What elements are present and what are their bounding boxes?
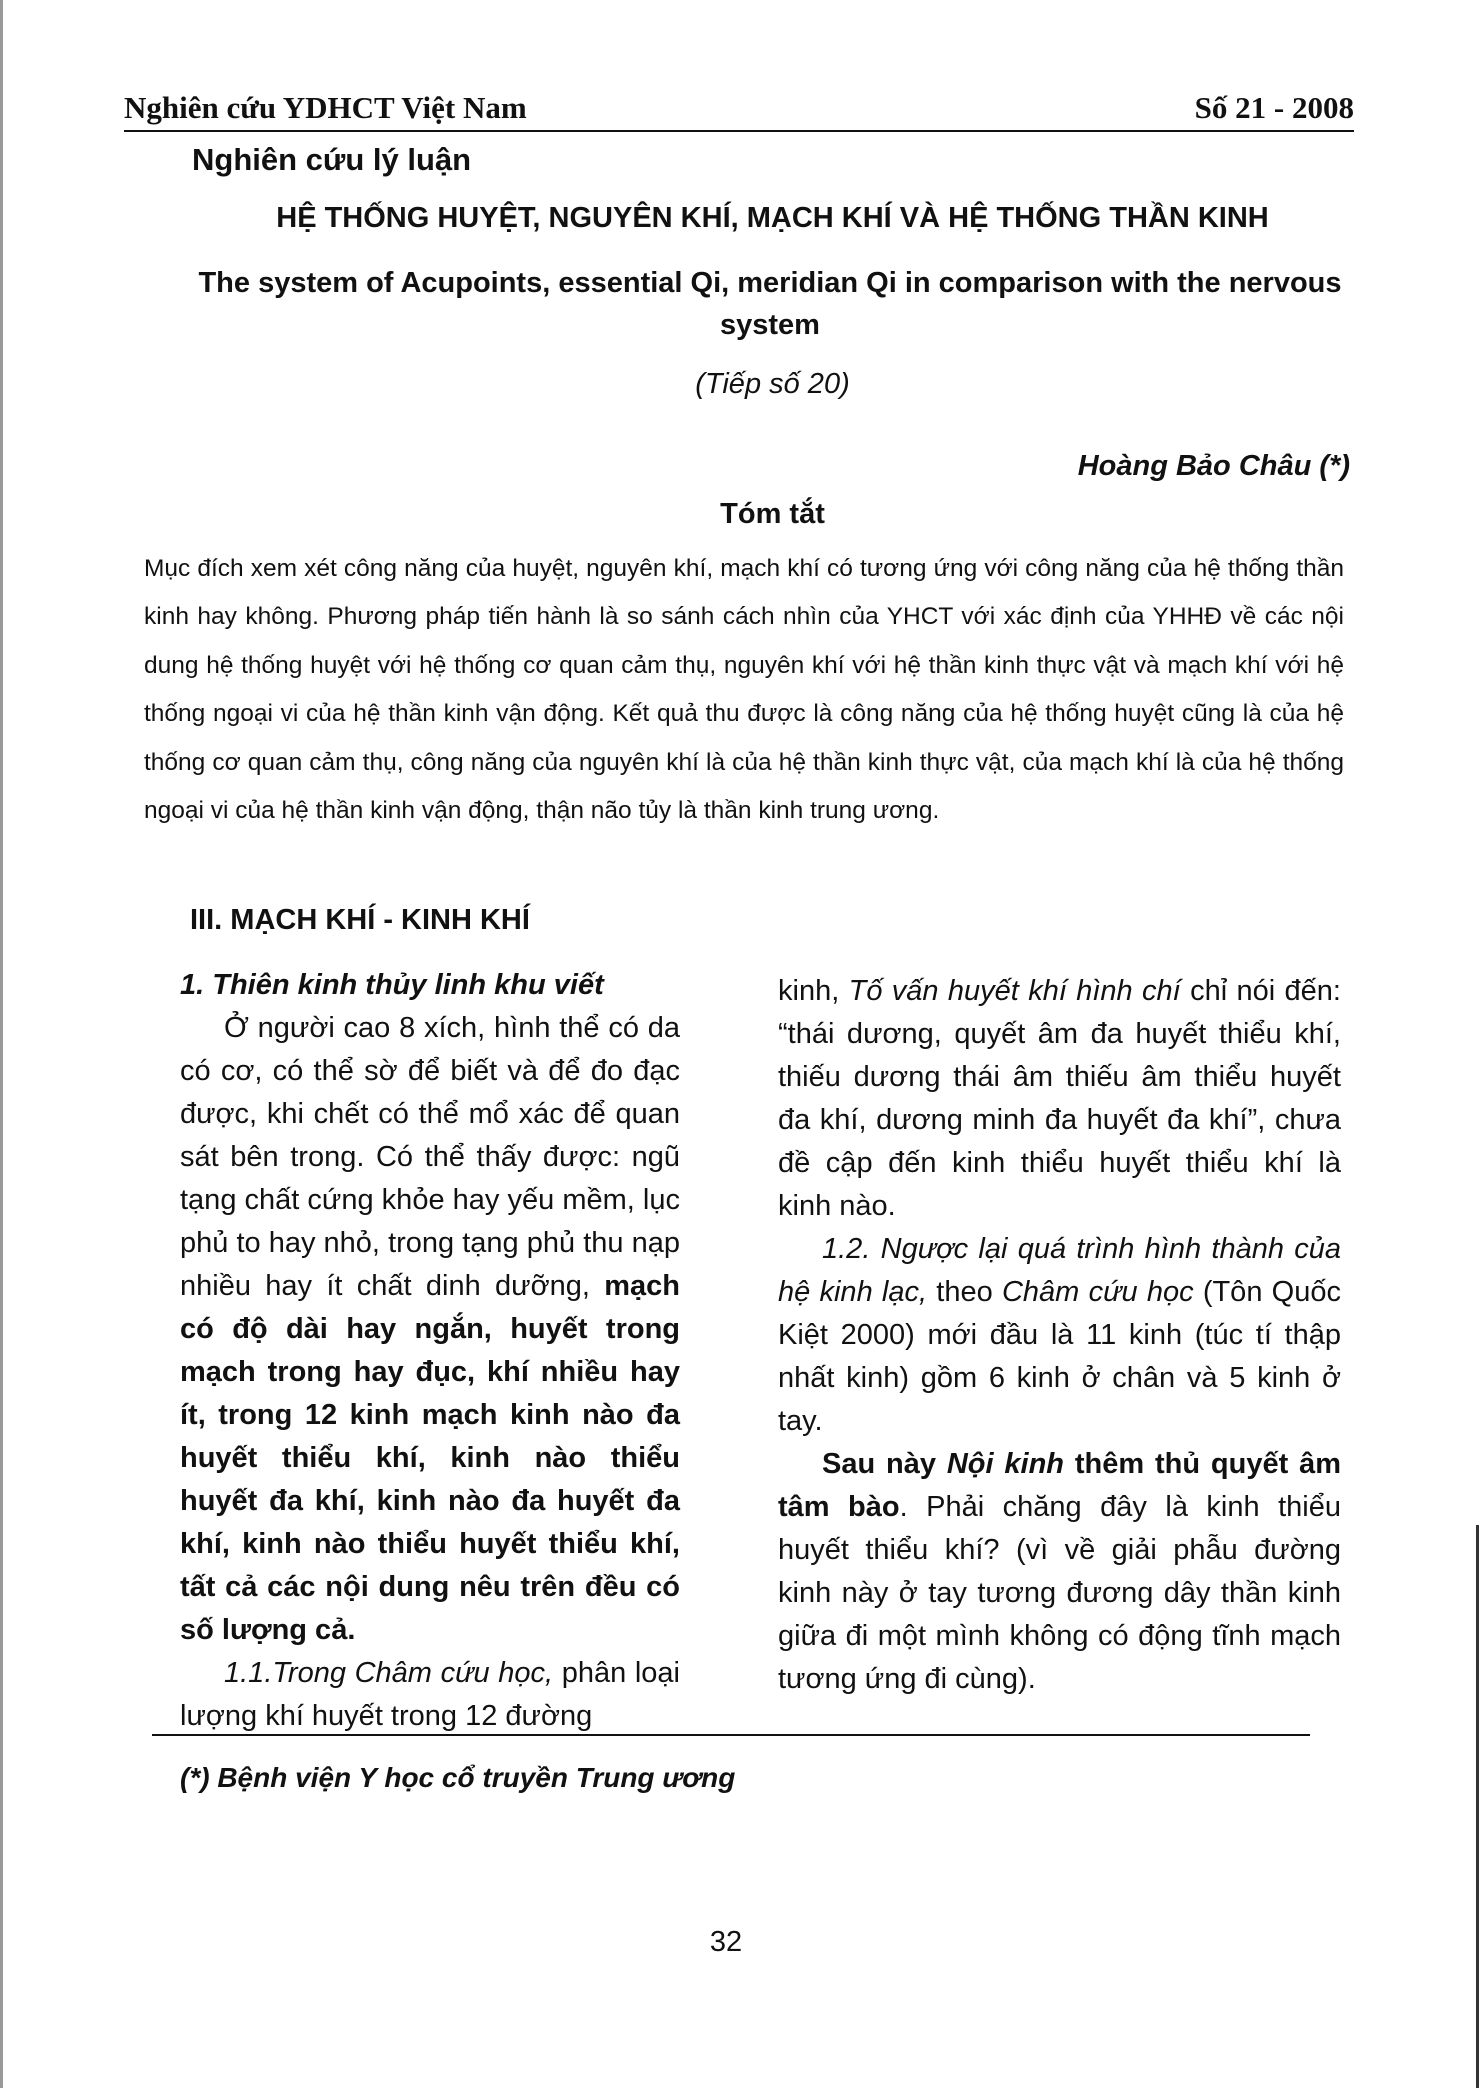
paragraph-1-text: Ở người cao 8 xích, hình thể có da có cơ, có thể sờ để biết và để đo đạc được, khi chết có thể mổ xác để quan sát bên trong. Có thể thấy được: ngũ tạng chất cứng khỏe hay yếu mềm, lục phủ to hay nhỏ, trong tạng phủ thu nạp nhiều hay ít chất dinh dưỡng, (180, 1012, 680, 1302)
author-name: Hoàng Bảo Châu (*) (1077, 450, 1350, 482)
left-column (180, 964, 680, 1738)
paragraph-5-text: . Phải chăng đây là kinh thiểu huyết thiểu khí? (vì về giải phẫu đường kinh này ở tay tương đương dây thần kinh giữa đi một mình không có động tĩnh mạch tương ứng đi cùng). (778, 1491, 1341, 1695)
section-label: Nghiên cứu lý luận (192, 142, 472, 177)
paragraph-4 (778, 1228, 1341, 1443)
continued-note: (Tiếp số 20) (695, 368, 850, 400)
paragraph-2 (180, 1652, 680, 1738)
subsection-heading: 1. Thiên kinh thủy linh khu viết (180, 969, 604, 1001)
footnote-divider (152, 1734, 1310, 1736)
section-heading: III. MẠCH KHÍ - KINH KHÍ (190, 904, 530, 936)
paragraph-3 (778, 970, 1341, 1228)
paragraph-5-bold-b: thêm thủ quyết âm tâm bào (778, 1448, 1341, 1523)
paragraph-5-bold-a: Sau này (822, 1448, 947, 1480)
scan-edge-mark (1476, 1525, 1479, 2088)
paragraph-5 (778, 1443, 1341, 1701)
right-column (778, 970, 1341, 1701)
paragraph-1 (180, 1007, 680, 1652)
paragraph-3-italic-text: Tố vấn huyết khí hình chí (848, 975, 1181, 1007)
footnote: (*) Bệnh viện Y học cổ truyền Trung ương (180, 1762, 736, 1793)
paragraph-5-bold-italic: Nội kinh (946, 1448, 1065, 1480)
running-header (124, 86, 1354, 132)
paragraph-4-italic-a: 1.2. Ngược lại quá trình hình thành của hệ kinh lạc, (778, 1233, 1341, 1308)
abstract-heading: Tóm tắt (720, 498, 825, 530)
journal-name: Nghiên cứu YDHCT Việt Nam (124, 90, 527, 125)
article-title-english: The system of Acupoints, essential Qi, meridian Qi in comparison with the nervous system (198, 267, 1342, 341)
paragraph-1-bold-text: mạch có độ dài hay ngắn, huyết trong mạch trong hay đục, khí nhiều hay ít, trong 12 kinh mạch kinh nào đa huyết thiểu khí, kinh nào thiểu huyết đa khí, kinh nào đa huyết đa khí, kinh nào thiểu huyết thiểu khí, tất cả các nội dung nêu trên đều có số lượng cả. (180, 1270, 680, 1646)
article-title-vietnamese: HỆ THỐNG HUYỆT, NGUYÊN KHÍ, MẠCH KHÍ VÀ HỆ THỐNG THẦN KINH (276, 202, 1269, 234)
issue-number: Số 21 - 2008 (1194, 90, 1354, 125)
abstract-text: Mục đích xem xét công năng của huyệt, nguyên khí, mạch khí có tương ứng với công năng của hệ thống thần kinh hay không. Phương pháp tiến hành là so sánh cách nhìn của YHCT với xác định của YHHĐ về các nội dung hệ thống huyệt với hệ thống cơ quan cảm thụ, nguyên khí với hệ thần kinh thực vật và mạch khí với hệ thống ngoại vi của hệ thần kinh vận động. Kết quả thu được là công năng của hệ thống huyệt cũng là của hệ thống cơ quan cảm thụ, công năng của nguyên khí là của hệ thần kinh thực vật, của mạch khí là của hệ thống ngoại vi của hệ thần kinh vận động, thận não tủy là thần kinh trung ương. (144, 555, 1344, 825)
scan-edge-mark (0, 0, 3, 2088)
paragraph-4-text-a: theo (927, 1276, 1002, 1308)
paragraph-3-end: chỉ nói đến: “thái dương, quyết âm đa huyết thiểu khí, thiếu dương thái âm thiếu âm thiểu huyết đa khí, dương minh đa huyết đa khí”, chưa đề cập đến kinh thiểu huyết thiểu khí là kinh nào. (778, 975, 1341, 1222)
paragraph-2-italic-text: 1.1.Trong Châm cứu học, (224, 1657, 554, 1689)
paragraph-2-text: phân loại lượng khí huyết trong 12 đường (180, 1657, 680, 1732)
page-number: 32 (709, 1926, 743, 1958)
paragraph-4-text-b: (Tôn Quốc Kiệt 2000) mới đầu là 11 kinh (túc tí thập nhất kinh) gồm 6 kinh ở chân và 5 kinh ở tay. (778, 1276, 1341, 1437)
paragraph-3-start: kinh, (778, 975, 849, 1007)
paragraph-4-italic-b: Châm cứu học (1001, 1276, 1194, 1308)
